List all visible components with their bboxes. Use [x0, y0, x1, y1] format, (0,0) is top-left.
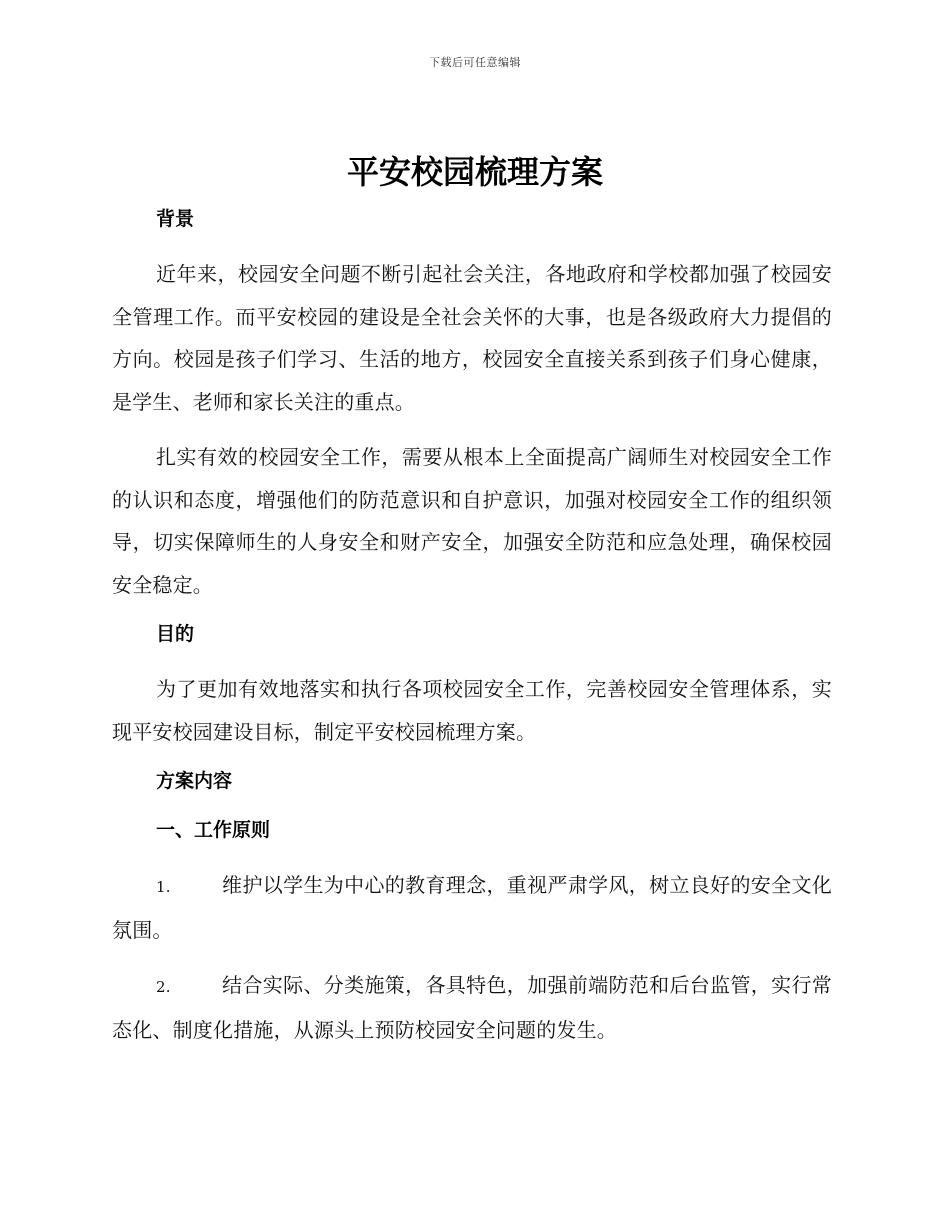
paragraph: 为了更加有效地落实和执行各项校园安全工作，完善校园安全管理体系，实现平安校园建设目标，制定平安校园梳理方案。 — [112, 677, 832, 744]
list-item-number: 2. — [156, 978, 171, 996]
section-heading-plan: 方案内容 — [156, 770, 233, 792]
paragraph: 扎实有效的校园安全工作，需要从根本上全面提高广阔师生对校园安全工作的认识和态度，增强他们的防范意识和自护意识，加强对校园安全工作的组织领导，切实保障师生的人身安全和财产安全，加强安全防范和应急处理，确保校园安全稳定。 — [112, 445, 832, 597]
list-item-text: 结合实际、分类施策，各具特色，加强前端防范和后台监管，实行常态化、制度化措施，从源头上预防校园安全问题的发生。 — [112, 973, 832, 1042]
document-title: 平安校园梳理方案 — [346, 153, 603, 191]
list-item-number: 1. — [156, 878, 171, 896]
list-item — [112, 864, 832, 951]
page-header-note: 下载后可任意编辑 — [429, 56, 521, 69]
list-item — [112, 964, 832, 1051]
paragraph: 近年来，校园安全问题不断引起社会关注，各地政府和学校都加强了校园安全管理工作。而平安校园的建设是全社会关怀的大事，也是各级政府大力提倡的方向。校园是孩子们学习、生活的地方，校园安全直接关系到孩子们身心健康，是学生、老师和家长关注的重点。 — [112, 262, 832, 414]
list-item-text: 维护以学生为中心的教育理念，重视严肃学风，树立良好的安全文化氛围。 — [112, 873, 832, 942]
section-heading-background: 背景 — [156, 208, 195, 230]
document-body — [112, 200, 832, 1064]
section-heading-purpose: 目的 — [156, 623, 195, 645]
subsection-heading-principles: 一、工作原则 — [156, 819, 271, 841]
